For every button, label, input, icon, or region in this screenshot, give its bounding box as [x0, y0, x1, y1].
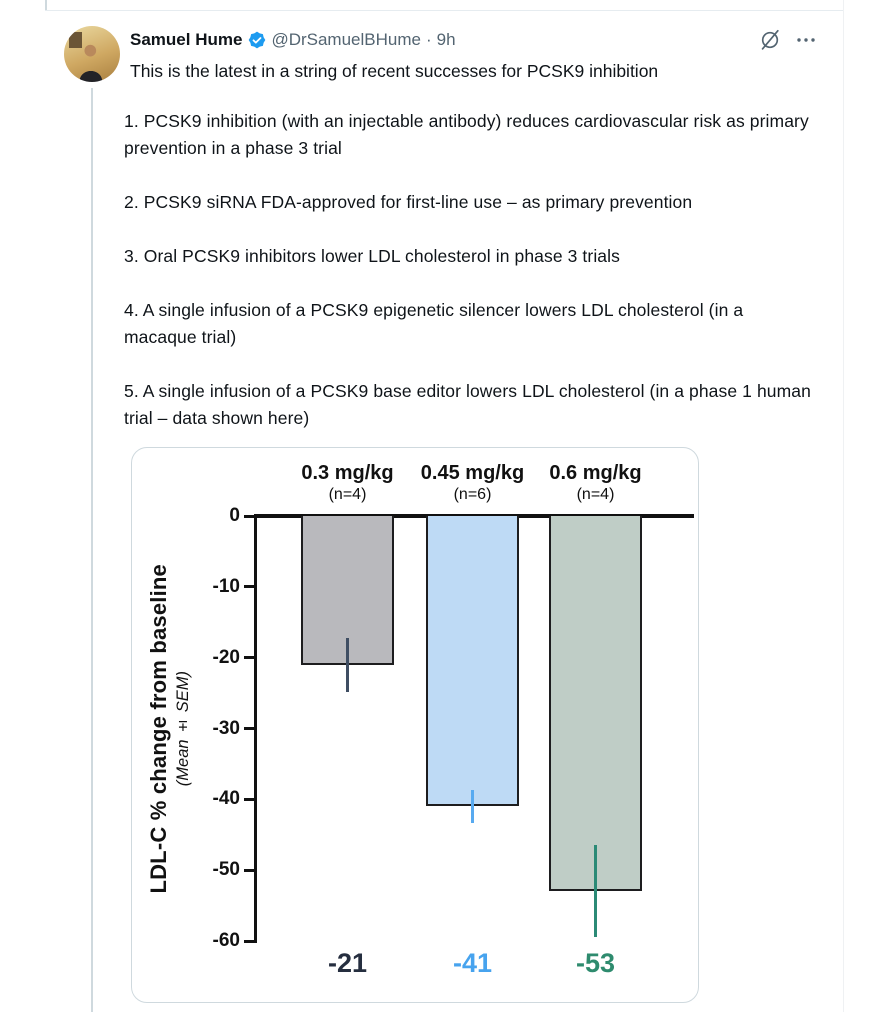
bar [549, 516, 642, 891]
thread-connector-top [45, 0, 47, 10]
y-tick-label: -10 [212, 575, 240, 597]
thread-connector-line [91, 88, 93, 1012]
n-label: (n=4) [576, 486, 615, 503]
y-tick [244, 515, 254, 518]
column-border [843, 0, 844, 1012]
y-tick [244, 727, 254, 730]
more-icon[interactable] [794, 28, 818, 52]
y-axis-title-sub: (Mean ± SEM) [174, 670, 192, 787]
bar-value-label: -53 [575, 948, 616, 978]
dose-label: 0.6 mg/kg [549, 462, 642, 484]
dose-header [521, 462, 671, 504]
bar-chart [132, 448, 698, 1002]
y-tick [244, 869, 254, 872]
bar-value-label: -21 [327, 948, 368, 978]
tweet-body [124, 108, 816, 459]
y-axis-title-main: LDL-C % change from baseline [146, 563, 171, 894]
bar [426, 516, 519, 806]
tweet-paragraph-4: 4. A single infusion of a PCSK9 epigenetic silencer lowers LDL cholesterol (in a macaque trial) [124, 300, 744, 347]
author-handle[interactable]: @DrSamuelBHume [271, 30, 421, 49]
y-tick-label: -30 [212, 717, 240, 739]
timestamp: 9h [436, 30, 456, 49]
tweet-paragraph-1: 1. PCSK9 inhibition (with an injectable antibody) reduces cardiovascular risk as primary prevention in a phase 3 trial [124, 111, 809, 158]
header-actions [758, 28, 818, 52]
n-label: (n=6) [453, 486, 492, 503]
bar-value-label: -41 [452, 948, 493, 978]
y-tick [244, 656, 254, 659]
author-name[interactable]: Samuel Hume [130, 30, 243, 49]
tweet-header [130, 30, 750, 50]
y-tick-label: -20 [212, 646, 240, 668]
y-tick-label: -40 [212, 788, 240, 810]
grok-icon[interactable] [758, 28, 782, 52]
avatar[interactable] [64, 26, 120, 82]
tweet-separator [45, 10, 844, 11]
error-bar [346, 638, 349, 692]
y-tick [244, 940, 254, 943]
y-tick [244, 798, 254, 801]
dose-label: 0.45 mg/kg [420, 462, 525, 484]
dose-label: 0.3 mg/kg [301, 462, 394, 484]
tweet-lead-text: This is the latest in a string of recent successes for PCSK9 inhibition [130, 61, 659, 81]
n-label: (n=4) [328, 486, 367, 503]
chart-card[interactable] [131, 447, 699, 1003]
verified-badge-icon [247, 30, 267, 50]
tweet-paragraph-5: 5. A single infusion of a PCSK9 base editor lowers LDL cholesterol (in a phase 1 human trial – data shown here) [124, 381, 811, 428]
tweet-paragraph-2: 2. PCSK9 siRNA FDA-approved for first-line use – as primary prevention [124, 192, 693, 212]
y-tick-label: -50 [212, 859, 240, 881]
y-tick-label: -60 [212, 930, 240, 951]
meta-separator: · [425, 30, 432, 49]
y-tick [244, 585, 254, 588]
author-meta [271, 30, 455, 50]
y-tick-label: 0 [229, 505, 240, 526]
tweet-paragraph-3: 3. Oral PCSK9 inhibitors lower LDL cholesterol in phase 3 trials [124, 246, 620, 266]
error-bar [594, 845, 597, 937]
y-axis [254, 514, 257, 943]
error-bar [471, 790, 474, 823]
